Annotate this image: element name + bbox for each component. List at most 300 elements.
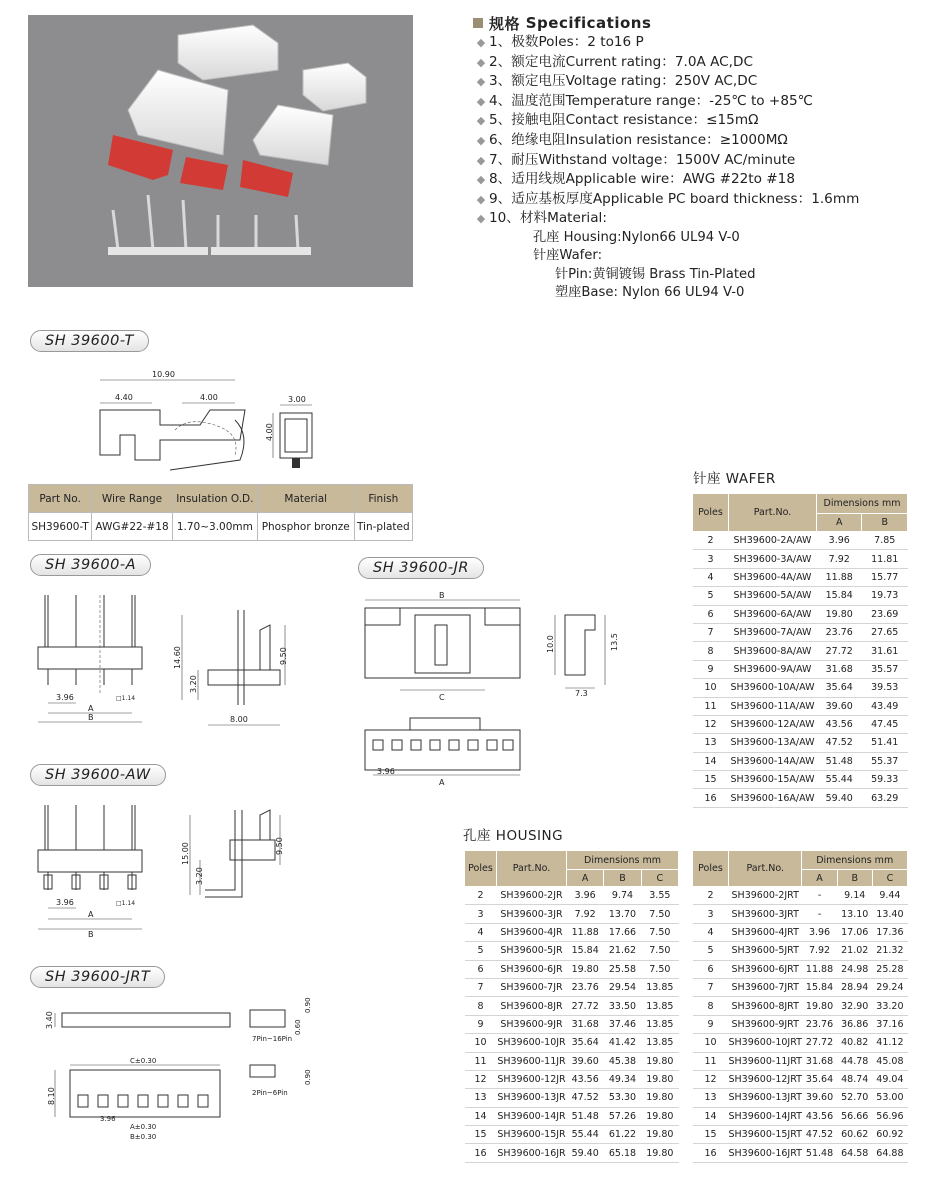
table-cell: 25.58: [604, 960, 641, 978]
diamond-bullet-icon: ◆: [476, 212, 486, 226]
table-cell: 41.42: [604, 1034, 641, 1052]
spec-line: ◆ 1、极数 Poles：2 to16 P: [473, 33, 913, 53]
dim-label: A±0.30: [130, 1123, 157, 1131]
dim-label: 0.60: [294, 1019, 302, 1035]
table-cell: SH39600-14JR: [497, 1107, 567, 1125]
table-cell: 17.66: [604, 923, 641, 941]
material-pin: 针Pin:黄铜镀锡 Brass Tin-Plated: [555, 266, 756, 282]
table-cell: 27.72: [567, 997, 604, 1015]
housing-jrt-table: [692, 850, 908, 1163]
table-cell: 35.64: [567, 1034, 604, 1052]
table-cell: SH39600-4JRT: [729, 923, 802, 941]
table-cell: 19.80: [817, 605, 862, 623]
table-cell: SH39600-8JRT: [729, 997, 802, 1015]
housing-jr-table: [464, 850, 679, 1163]
table-header: A: [567, 870, 604, 887]
table-header: B: [837, 870, 872, 887]
table-cell: SH39600-13JRT: [729, 1089, 802, 1107]
table-row: [693, 660, 908, 678]
table-cell: 35.64: [817, 679, 862, 697]
table-cell: 27.72: [802, 1034, 837, 1052]
dim-label: 8.10: [47, 1087, 56, 1105]
table-cell: 13: [693, 734, 729, 752]
dim-label: 4.40: [115, 393, 133, 402]
table-cell: 15.84: [802, 978, 837, 996]
table-cell: SH39600-9JR: [497, 1015, 567, 1033]
table-cell: 19.80: [802, 997, 837, 1015]
dim-label: B: [88, 930, 94, 939]
table-cell: 6: [693, 605, 729, 623]
table-cell: SH39600-12A/AW: [729, 715, 817, 733]
table-cell: 8: [693, 997, 729, 1015]
dim-label: 3.00: [288, 395, 306, 404]
table-cell: 31.68: [567, 1015, 604, 1033]
table-cell: 60.62: [837, 1126, 872, 1144]
dim-label: B: [88, 713, 94, 722]
table-cell: 24.98: [837, 960, 872, 978]
table-cell: 47.52: [567, 1089, 604, 1107]
table-cell: 7.92: [802, 942, 837, 960]
table-cell: 21.62: [604, 942, 641, 960]
table-cell: 61.22: [604, 1126, 641, 1144]
dim-label: 3.96: [56, 693, 74, 702]
table-cell: 19.80: [641, 1070, 678, 1088]
table-row: [693, 568, 908, 586]
dim-label: 15.00: [181, 842, 190, 865]
table-cell: 3: [693, 905, 729, 923]
table-cell: 44.78: [837, 1052, 872, 1070]
table-header: Wire Range: [92, 485, 173, 513]
diamond-bullet-icon: ◆: [476, 173, 486, 187]
diamond-bullet-icon: ◆: [476, 36, 486, 49]
table-cell: 21.32: [872, 942, 907, 960]
dim-label: 3.40: [45, 1011, 54, 1029]
table-cell: 9: [693, 660, 729, 678]
table-cell: 15: [465, 1126, 497, 1144]
table-cell: 11.88: [567, 923, 604, 941]
table-cell: SH39600-3JR: [497, 905, 567, 923]
table-cell: SH39600-4A/AW: [729, 568, 817, 586]
table-cell: 51.48: [817, 752, 862, 770]
table-cell: 6: [465, 960, 497, 978]
table-cell: SH39600-13A/AW: [729, 734, 817, 752]
table-cell: 49.34: [604, 1070, 641, 1088]
product-photo-illustration: [28, 15, 413, 287]
table-cell: 11: [465, 1052, 497, 1070]
table-cell: SH39600-9A/AW: [729, 660, 817, 678]
table-cell: SH39600-2JRT: [729, 887, 802, 905]
table-cell: 43.56: [817, 715, 862, 733]
table-cell: SH39600-15JR: [497, 1126, 567, 1144]
wafer-table: [692, 493, 908, 808]
table-header: A: [802, 870, 837, 887]
table-cell: 14: [693, 1107, 729, 1125]
table-row: [465, 942, 679, 960]
table-cell: 7.85: [862, 532, 908, 550]
table-cell: 7: [693, 978, 729, 996]
table-cell: -: [802, 887, 837, 905]
table-cell: 64.58: [837, 1144, 872, 1162]
table-row: [465, 960, 679, 978]
table-cell: 7.92: [817, 550, 862, 568]
table-cell: SH39600-16JR: [497, 1144, 567, 1162]
table-cell: 31.68: [817, 660, 862, 678]
table-cell: 55.44: [567, 1126, 604, 1144]
table-cell: 19.80: [641, 1144, 678, 1162]
table-cell: SH39600-16JRT: [729, 1144, 802, 1162]
diamond-bullet-icon: ◆: [476, 153, 486, 167]
table-header: Part.No.: [729, 851, 802, 887]
table-cell: 13.85: [641, 1015, 678, 1033]
table-cell: SH39600-5A/AW: [729, 587, 817, 605]
spec-line: ◆ 3、额定电压 Voltage rating：250V AC,DC: [473, 72, 913, 92]
dim-label: 13.5: [610, 633, 619, 651]
table-cell: 47.45: [862, 715, 908, 733]
table-cell: 27.65: [862, 623, 908, 641]
table-cell: 11.88: [802, 960, 837, 978]
table-cell: 13.70: [604, 905, 641, 923]
table-cell: SH39600-5JRT: [729, 942, 802, 960]
dim-label: 3.96: [100, 1115, 116, 1123]
table-cell: SH39600-10JR: [497, 1034, 567, 1052]
dim-label: A: [88, 704, 94, 713]
spec-line: ◆ 7、耐压 Withstand voltage：1500V AC/minute: [473, 151, 913, 171]
table-cell: 11: [693, 1052, 729, 1070]
table-row: [465, 905, 679, 923]
table-cell: SH39600-6JRT: [729, 960, 802, 978]
table-cell: 56.66: [837, 1107, 872, 1125]
table-header: C: [872, 870, 907, 887]
table-cell: 47.52: [817, 734, 862, 752]
diamond-bullet-icon: ◆: [476, 55, 486, 69]
table-header: Poles: [465, 851, 497, 887]
table-cell: 3: [693, 550, 729, 568]
dim-label: □1.14: [116, 695, 136, 702]
table-row: [693, 1126, 908, 1144]
table-cell: -: [802, 905, 837, 923]
table-cell: 53.30: [604, 1089, 641, 1107]
dim-label: 4.00: [265, 423, 274, 441]
square-bullet-icon: [473, 18, 483, 28]
table-cell: 7.50: [641, 905, 678, 923]
table-cell: 19.80: [641, 1126, 678, 1144]
table-cell: SH39600-5JR: [497, 942, 567, 960]
section-tag-a: SH 39600-A: [30, 554, 151, 576]
table-cell: 13.85: [641, 1034, 678, 1052]
table-cell: 5: [693, 942, 729, 960]
table-row: [693, 623, 908, 641]
table-cell: 29.24: [872, 978, 907, 996]
table-cell: SH39600-3A/AW: [729, 550, 817, 568]
table-header: Insulation O.D.: [172, 485, 257, 513]
table-cell: 9.74: [604, 887, 641, 905]
table-row: [693, 960, 908, 978]
housing-caption: 孔座 HOUSING: [463, 828, 564, 844]
table-row: [693, 978, 908, 996]
material-housing: 孔座 Housing:Nylon66 UL94 V-0: [533, 229, 740, 245]
table-cell: 60.92: [872, 1126, 907, 1144]
table-cell: 19.80: [641, 1052, 678, 1070]
dim-label: 10.90: [152, 370, 175, 379]
table-cell: 16: [693, 1144, 729, 1162]
table-cell: 9: [693, 1015, 729, 1033]
table-cell: 27.72: [817, 642, 862, 660]
table-cell: 13.85: [641, 978, 678, 996]
table-row: [465, 887, 679, 905]
table-cell: 11.88: [817, 568, 862, 586]
table-cell: 4: [465, 923, 497, 941]
table-row: [693, 715, 908, 733]
table-cell: 51.48: [802, 1144, 837, 1162]
table-cell: SH39600-7JRT: [729, 978, 802, 996]
table-cell: SH39600-11JR: [497, 1052, 567, 1070]
diamond-bullet-icon: ◆: [476, 192, 486, 206]
table-row: [693, 887, 908, 905]
table-header: Dimensions mm: [817, 494, 908, 514]
table-cell: 10: [693, 679, 729, 697]
spec-line: ◆ 9、适应基板厚度 Applicable PC board thickness：1.6mm: [473, 190, 913, 210]
table-cell: 16: [693, 789, 729, 807]
table-row: [693, 789, 908, 807]
material-wafer: 针座Wafer:: [533, 248, 603, 264]
table-row: [693, 734, 908, 752]
table-cell: 5: [465, 942, 497, 960]
table-row: [693, 771, 908, 789]
table-cell: SH39600-10JRT: [729, 1034, 802, 1052]
table-cell: 2: [465, 887, 497, 905]
table-cell: 43.56: [567, 1070, 604, 1088]
table-cell: SH39600-10A/AW: [729, 679, 817, 697]
table-cell: SH39600-16A/AW: [729, 789, 817, 807]
table-cell: 15.84: [567, 942, 604, 960]
table-cell: 43.56: [802, 1107, 837, 1125]
table-header: Poles: [693, 494, 729, 532]
table-cell: 12: [693, 1070, 729, 1088]
variant-label: 7Pin~16Pin: [252, 1035, 293, 1043]
table-row: [465, 978, 679, 996]
table-cell: 17.36: [872, 923, 907, 941]
table-row: [693, 1089, 908, 1107]
table-header: C: [641, 870, 678, 887]
table-header: Material: [257, 485, 354, 513]
table-cell: 35.64: [802, 1070, 837, 1088]
table-row: [465, 1144, 679, 1162]
table-row: [465, 1107, 679, 1125]
table-cell: SH39600-15A/AW: [729, 771, 817, 789]
variant-label: 2Pin~6Pin: [252, 1089, 288, 1097]
specifications-title: [473, 13, 913, 33]
table-cell: 51.48: [567, 1107, 604, 1125]
table-cell: 16: [465, 1144, 497, 1162]
diamond-bullet-icon: ◆: [476, 133, 486, 147]
table-cell: SH39600-6JR: [497, 960, 567, 978]
spec-line: ◆ 6、绝缘电阻 Insulation resistance：≥1000MΩ: [473, 131, 913, 151]
table-header: Dimensions mm: [802, 851, 908, 870]
table-cell: 7.92: [567, 905, 604, 923]
table-row: [465, 1070, 679, 1088]
wafer-aw-drawing: [30, 795, 330, 945]
table-header: Part.No.: [729, 494, 817, 532]
table-cell: 7.50: [641, 923, 678, 941]
dim-label: □1.14: [116, 900, 136, 907]
housing-jr-body: [465, 887, 679, 1163]
section-tag-jr: SH 39600-JR: [358, 557, 484, 579]
table-cell: 13.85: [641, 997, 678, 1015]
table-cell: 17.06: [837, 923, 872, 941]
table-cell: 33.50: [604, 997, 641, 1015]
dim-label: 8.00: [230, 715, 248, 724]
table-cell: 39.60: [802, 1089, 837, 1107]
table-row: [693, 1144, 908, 1162]
table-cell: 59.40: [817, 789, 862, 807]
diamond-bullet-icon: ◆: [476, 114, 486, 128]
spec-title-en: Specifications: [525, 14, 652, 32]
table-header: A: [817, 514, 862, 532]
dim-label: 10.0: [546, 635, 555, 653]
table-cell: SH39600-12JR: [497, 1070, 567, 1088]
table-cell: 64.88: [872, 1144, 907, 1162]
table-cell: 12: [465, 1070, 497, 1088]
table-cell: 9.14: [837, 887, 872, 905]
table-row: [693, 605, 908, 623]
dim-label: C±0.30: [130, 1057, 157, 1065]
table-cell: 10: [465, 1034, 497, 1052]
table-cell: 2: [693, 532, 729, 550]
table-header: Part.No.: [497, 851, 567, 887]
table-cell: 31.61: [862, 642, 908, 660]
table-cell: 7: [693, 623, 729, 641]
table-cell: 39.60: [817, 697, 862, 715]
table-cell: 40.82: [837, 1034, 872, 1052]
table-header: Poles: [693, 851, 729, 887]
product-photo: [28, 15, 413, 287]
table-cell: 3.96: [817, 532, 862, 550]
table-cell: 47.52: [802, 1126, 837, 1144]
table-header: B: [862, 514, 908, 532]
table-cell: 19.73: [862, 587, 908, 605]
table-cell: 11.81: [862, 550, 908, 568]
table-cell: 19.80: [641, 1089, 678, 1107]
table-cell: 31.68: [802, 1052, 837, 1070]
housing-jrt-body: [693, 887, 908, 1163]
section-tag-aw: SH 39600-AW: [30, 764, 166, 786]
table-cell: 9.44: [872, 887, 907, 905]
table-row: [465, 997, 679, 1015]
table-cell: 37.16: [872, 1015, 907, 1033]
spec-line: ◆ 2、额定电流 Current rating：7.0A AC,DC: [473, 53, 913, 73]
table-cell: 9: [465, 1015, 497, 1033]
dim-label: A: [88, 910, 94, 919]
table-cell: SH39600-2JR: [497, 887, 567, 905]
wafer-a-drawing: [30, 585, 330, 730]
table-cell: 8: [465, 997, 497, 1015]
table-cell: SH39600-7JR: [497, 978, 567, 996]
table-cell: 36.86: [837, 1015, 872, 1033]
table-cell: SH39600-12JRT: [729, 1070, 802, 1088]
diamond-bullet-icon: ◆: [476, 94, 486, 108]
material-base: 塑座Base: Nylon 66 UL94 V-0: [555, 285, 745, 301]
terminal-spec-table: [28, 484, 413, 541]
table-cell: SH39600-8JR: [497, 997, 567, 1015]
table-cell: 59.40: [567, 1144, 604, 1162]
table-cell: 6: [693, 960, 729, 978]
dim-label: 0.90: [304, 1069, 312, 1085]
table-cell: 3.96: [567, 887, 604, 905]
table-row: [693, 532, 908, 550]
table-cell: SH39600-11JRT: [729, 1052, 802, 1070]
table-cell: 56.96: [872, 1107, 907, 1125]
section-tag-t: SH 39600-T: [30, 330, 149, 352]
table-cell: 11: [693, 697, 729, 715]
dim-label: A: [439, 778, 445, 785]
table-cell: 53.00: [872, 1089, 907, 1107]
table-row: [465, 1126, 679, 1144]
table-row: SH39600-T AWG#22-#18 1.70~3.00mm Phosphor bronze Tin-plated: [29, 513, 413, 541]
table-header: Dimensions mm: [567, 851, 679, 870]
table-cell: 63.29: [862, 789, 908, 807]
spec-title-cn: 规格: [489, 14, 521, 33]
table-cell: SH39600-8A/AW: [729, 642, 817, 660]
wafer-caption: 针座 WAFER: [693, 471, 776, 487]
table-row: [465, 1052, 679, 1070]
section-tag-jrt: SH 39600-JRT: [30, 966, 165, 988]
table-cell: SH39600-14JRT: [729, 1107, 802, 1125]
table-cell: 45.08: [872, 1052, 907, 1070]
table-cell: 19.80: [641, 1107, 678, 1125]
dim-label: 3.20: [189, 675, 198, 693]
table-cell: 4: [693, 923, 729, 941]
table-cell: 57.26: [604, 1107, 641, 1125]
dim-label: 14.60: [173, 646, 182, 669]
table-cell: 14: [465, 1107, 497, 1125]
table-header: B: [604, 870, 641, 887]
table-cell: 13: [693, 1089, 729, 1107]
table-row: [693, 697, 908, 715]
dim-label: 4.00: [200, 393, 218, 402]
table-cell: 21.02: [837, 942, 872, 960]
table-cell: 29.54: [604, 978, 641, 996]
table-cell: 55.37: [862, 752, 908, 770]
table-cell: 7.50: [641, 960, 678, 978]
table-row: [465, 1089, 679, 1107]
table-cell: 13: [465, 1089, 497, 1107]
dim-label: 3.96: [377, 767, 395, 776]
table-cell: 23.69: [862, 605, 908, 623]
dim-label: C: [439, 693, 445, 702]
dim-label: 0.90: [304, 997, 312, 1013]
table-cell: 14: [693, 752, 729, 770]
table-cell: 15.84: [817, 587, 862, 605]
table-cell: 23.76: [567, 978, 604, 996]
specifications-block: [473, 13, 913, 303]
table-cell: SH39600-14A/AW: [729, 752, 817, 770]
table-row: [465, 1015, 679, 1033]
table-cell: 13.40: [872, 905, 907, 923]
table-header: Part No.: [29, 485, 92, 513]
table-cell: SH39600-7A/AW: [729, 623, 817, 641]
table-cell: 25.28: [872, 960, 907, 978]
table-row: [693, 1034, 908, 1052]
table-cell: 10: [693, 1034, 729, 1052]
table-cell: SH39600-4JR: [497, 923, 567, 941]
table-cell: 3.55: [641, 887, 678, 905]
dim-label: 9.50: [275, 837, 284, 855]
table-cell: 48.74: [837, 1070, 872, 1088]
table-row: [693, 587, 908, 605]
table-cell: SH39600-15JRT: [729, 1126, 802, 1144]
table-cell: 5: [693, 587, 729, 605]
table-row: [693, 942, 908, 960]
